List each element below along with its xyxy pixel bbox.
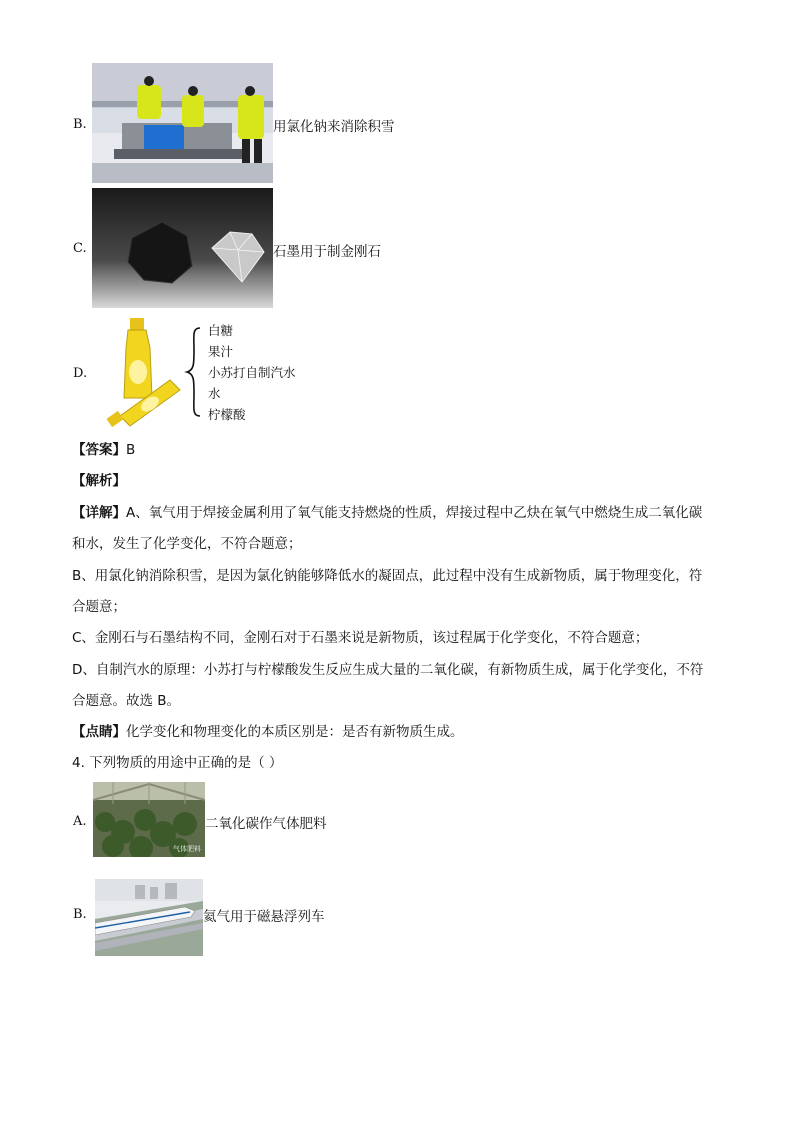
- comment-line: [72, 717, 732, 748]
- answer-value: B: [126, 442, 136, 458]
- detail-line-7: 合题意。故选 B。: [72, 693, 181, 709]
- option-c-letter: C.: [73, 241, 87, 256]
- detail-line-1: [72, 498, 732, 529]
- detail-line-6: D、自制汽水的原理：小苏打与柠檬酸发生反应生成大量的二氧化碳，有新物质生成，属于化学变化，不符: [72, 662, 704, 678]
- ingredient-item: 白糖: [208, 323, 234, 338]
- answer-line: [72, 435, 732, 466]
- detail-line-5: C、金刚石与石墨结构不同，金刚石对于石墨来说是新物质，该过程属于化学变化，不符合题意；: [72, 630, 649, 646]
- option-b-letter: B.: [73, 117, 87, 132]
- option-d-letter: D.: [73, 366, 88, 381]
- greenhouse-watermark: 气体肥料: [173, 845, 201, 853]
- q4-option-a-caption: 二氧化碳作气体肥料: [205, 816, 327, 832]
- q4-option-a-letter: A.: [73, 814, 87, 829]
- option-c-caption: 石墨用于制金刚石: [273, 244, 381, 260]
- curly-brace-icon: [184, 326, 204, 418]
- greenhouse-photo: [93, 782, 205, 857]
- ingredient-item: 果汁: [208, 344, 234, 359]
- detail-text: A、氧气用于焊接金属利用了氧气能支持燃烧的性质，焊接过程中乙炔在氧气中燃烧生成二氧化碳: [126, 505, 703, 521]
- option-b-caption: 用氯化钠来消除积雪: [273, 119, 395, 135]
- q4-option-b-caption: 氦气用于磁悬浮列车: [203, 909, 325, 925]
- analysis-tag: 【解析】: [72, 473, 126, 489]
- answer-tag: 【答案】: [72, 442, 126, 458]
- detail-line-4: 合题意；: [72, 599, 126, 615]
- soda-ingredient-list: [208, 320, 296, 425]
- ingredient-item: 水: [208, 386, 221, 401]
- detail-line-2: 和水，发生了化学变化，不符合题意；: [72, 536, 302, 552]
- analysis-heading: [72, 466, 732, 497]
- soda-bottles-image: [100, 318, 185, 428]
- detail-tag: 【详解】: [72, 505, 126, 521]
- ingredient-item: 柠檬酸: [208, 407, 246, 422]
- q4-option-b-letter: B.: [73, 907, 87, 922]
- comment-text: 化学变化和物理变化的本质区别是：是否有新物质生成。: [126, 724, 464, 740]
- snow-removal-photo: [92, 63, 273, 183]
- ingredient-item: 小苏打自制汽水: [208, 365, 296, 380]
- graphite-diamond-photo: [92, 188, 273, 308]
- comment-tag: 【点睛】: [72, 724, 126, 740]
- question-4-stem: 4. 下列物质的用途中正确的是（ ）: [72, 755, 283, 771]
- detail-line-3: B、用氯化钠消除积雪，是因为氯化钠能够降低水的凝固点，此过程中没有生成新物质，属于物理变化，符: [72, 568, 703, 584]
- maglev-train-photo: [95, 879, 203, 956]
